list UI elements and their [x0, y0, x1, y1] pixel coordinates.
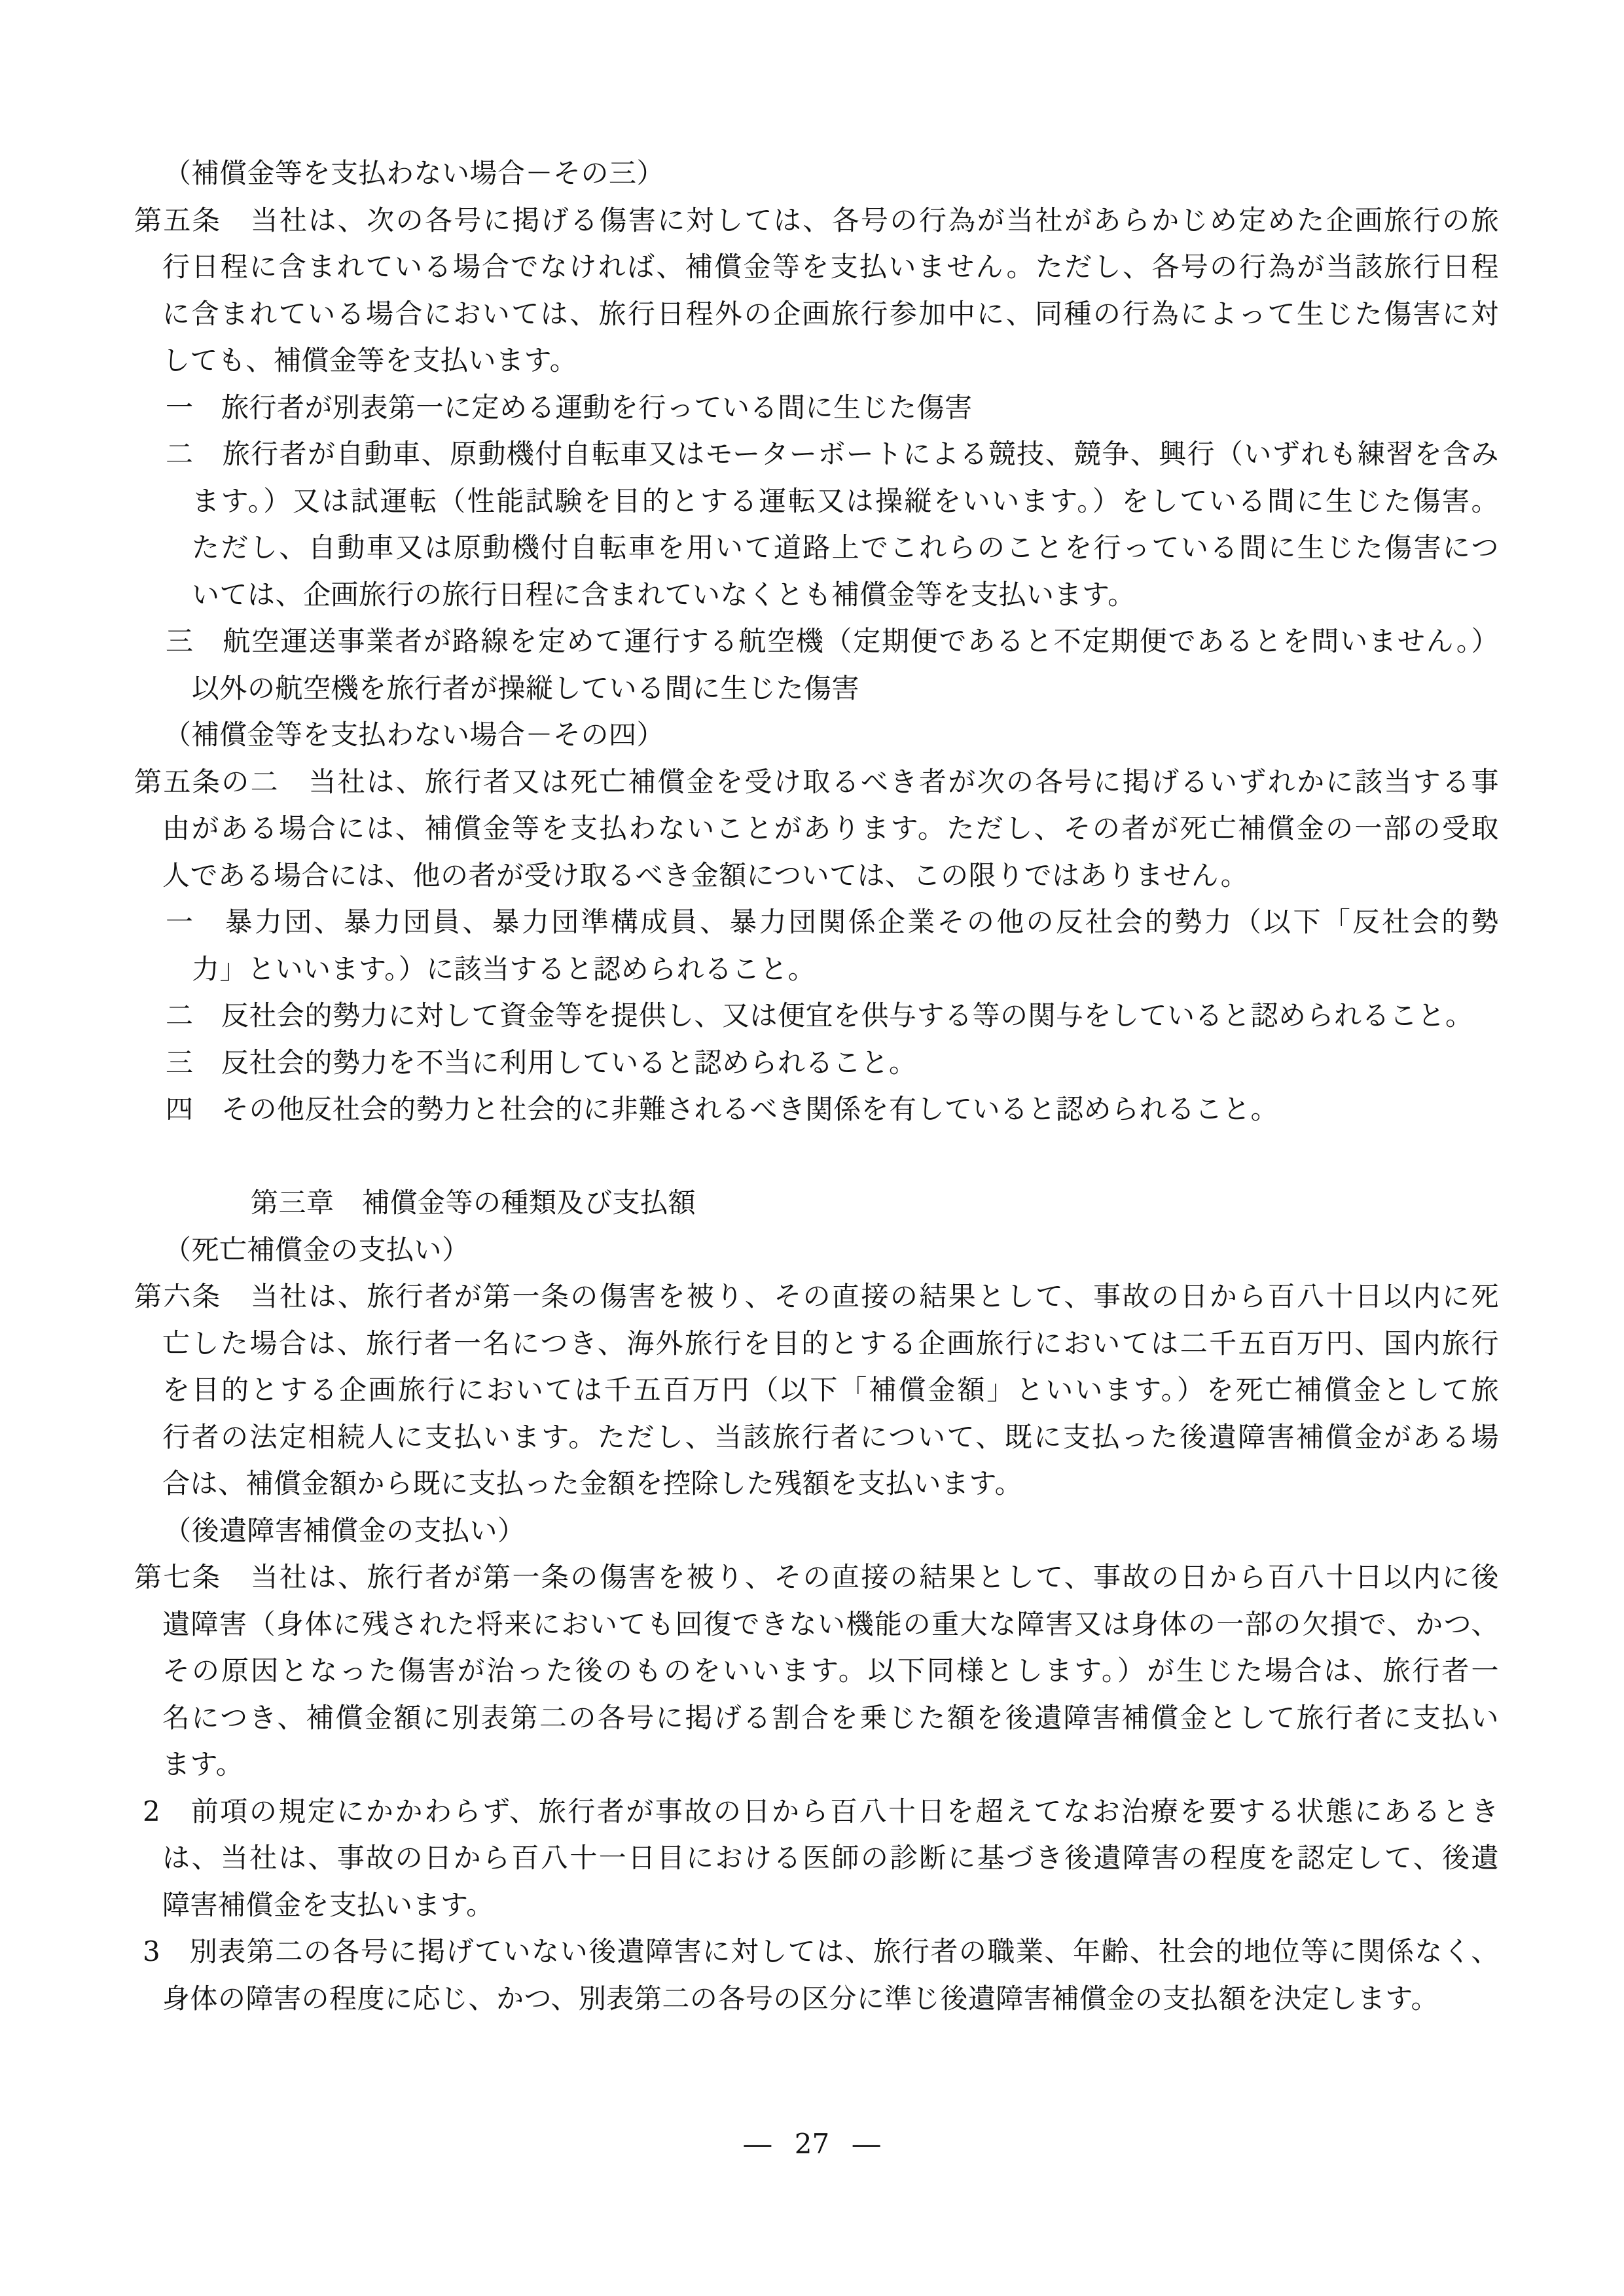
article-5 — [0, 197, 1499, 384]
list-item-line: 一 暴力団、暴力団員、暴力団準構成員、暴力団関係企業その他の反社会的勢力（以下「反社会的勢 — [166, 906, 1499, 938]
document-body — [0, 150, 1499, 2022]
article-5-item-2 — [0, 431, 1499, 618]
paragraph-line: 2 前項の規定にかかわらず、旅行者が事故の日から百八十日を超えてなお治療を要する状態にあるとき — [143, 1795, 1499, 1827]
article-5-item-1 — [0, 384, 1499, 431]
article-line: 遺障害（身体に残された将来においても回復できない機能の重大な障害又は身体の一部の欠損で、かつ、 — [162, 1607, 1499, 1640]
article-5-2 — [0, 759, 1499, 899]
list-item-line: 三 反社会的勢力を不当に利用していると認められること。 — [166, 1046, 917, 1079]
page-number: ― 27 ― — [744, 2128, 880, 2160]
list-item-line: 二 反社会的勢力に対して資金等を提供し、又は便宜を供与する等の関与をしていると認められること。 — [166, 999, 1473, 1031]
parenthetical-heading: （後遺障害補償金の支払い） — [164, 1514, 526, 1547]
heading-no-payment-3 — [0, 150, 1499, 197]
heading-residual-disability-compensation — [0, 1507, 1499, 1554]
article-6 — [0, 1273, 1499, 1507]
article-line: に含まれている場合においては、旅行日程外の企画旅行参加中に、同種の行為によって生じた傷害に対 — [162, 297, 1499, 330]
article-line: 第七条 当社は、旅行者が第一条の傷害を被り、その直接の結果として、事故の日から百八十日以内に後 — [134, 1561, 1499, 1593]
chapter-3-heading — [0, 1179, 1499, 1227]
parenthetical-heading: （補償金等を支払わない場合－その四） — [164, 719, 665, 751]
article-line: ます。 — [162, 1748, 244, 1780]
paragraph-line: 障害補償金を支払います。 — [162, 1888, 494, 1921]
article-line: 行日程に含まれている場合でなければ、補償金等を支払いません。ただし、各号の行為が当該旅行日程 — [162, 251, 1499, 283]
article-line: 第六条 当社は、旅行者が第一条の傷害を被り、その直接の結果として、事故の日から百八十日以内に死 — [134, 1280, 1499, 1312]
article-line: 由がある場合には、補償金等を支払わないことがあります。ただし、その者が死亡補償金の一部の受取 — [162, 812, 1499, 844]
article-line: を目的とする企画旅行においては千五百万円（以下「補償金額」といいます。）を死亡補償金として旅 — [162, 1374, 1499, 1406]
heading-no-payment-4 — [0, 711, 1499, 759]
article-line: 行者の法定相続人に支払います。ただし、当該旅行者について、既に支払った後遺障害補償金がある場 — [162, 1420, 1499, 1453]
article-5-item-3 — [0, 618, 1499, 711]
chapter-heading: 第三章 補償金等の種類及び支払額 — [251, 1187, 696, 1219]
list-item-line: 二 旅行者が自動車、原動機付自転車又はモーターボートによる競技、競争、興行（いずれも練習を含み — [166, 438, 1499, 470]
list-item-line: 四 その他反社会的勢力と社会的に非難されるべき関係を有していると認められること。 — [166, 1093, 1279, 1125]
article-7 — [0, 1554, 1499, 1788]
article-7-paragraph-3 — [0, 1928, 1499, 2022]
article-line: 人である場合には、他の者が受け取るべき金額については、この限りではありません。 — [162, 859, 1249, 891]
article-line: 亡した場合は、旅行者一名につき、海外旅行を目的とする企画旅行においては二千五百万円、国内旅行 — [162, 1327, 1499, 1359]
article-5-2-item-1 — [0, 899, 1499, 992]
article-5-2-item-4 — [0, 1086, 1499, 1133]
paragraph-line: は、当社は、事故の日から百八十一日目における医師の診断に基づき後遺障害の程度を認定して、後遺 — [162, 1842, 1499, 1874]
heading-death-compensation — [0, 1227, 1499, 1274]
article-line: しても、補償金等を支払います。 — [162, 344, 578, 376]
paragraph-line: 3 別表第二の各号に掲げていない後遺障害に対しては、旅行者の職業、年齢、社会的地位等に関係なく、 — [143, 1935, 1499, 1967]
list-item-line: ただし、自動車又は原動機付自転車を用いて道路上でこれらのことを行っている間に生じた傷害につ — [192, 531, 1499, 564]
list-item-line: ます。）又は試運転（性能試験を目的とする運転又は操縦をいいます。）をしている間に生じた傷害。 — [192, 484, 1499, 517]
article-5-2-item-2 — [0, 992, 1499, 1039]
paragraph-line: 身体の障害の程度に応じ、かつ、別表第二の各号の区分に準じ後遺障害補償金の支払額を決定します。 — [162, 1982, 1439, 2015]
list-item-line: 三 航空運送事業者が路線を定めて運行する航空機（定期便であると不定期便であるとを問いません。） — [166, 625, 1499, 657]
parenthetical-heading: （補償金等を支払わない場合－その三） — [164, 157, 665, 189]
article-line: 第五条の二 当社は、旅行者又は死亡補償金を受け取るべき者が次の各号に掲げるいずれかに該当する事 — [134, 765, 1499, 798]
parenthetical-heading: （死亡補償金の支払い） — [164, 1233, 470, 1266]
list-item-line: 一 旅行者が別表第一に定める運動を行っている間に生じた傷害 — [166, 391, 973, 423]
article-5-2-item-3 — [0, 1039, 1499, 1086]
list-item-line: 力」といいます。）に該当すると認められること。 — [192, 952, 816, 985]
article-line: 合は、補償金額から既に支払った金額を控除した残額を支払います。 — [162, 1467, 1023, 1499]
article-7-paragraph-2 — [0, 1788, 1499, 1929]
list-item-line: 以外の航空機を旅行者が操縦している間に生じた傷害 — [192, 672, 860, 704]
list-item-line: いては、企画旅行の旅行日程に含まれていなくとも補償金等を支払います。 — [192, 578, 1136, 611]
article-line: 第五条 当社は、次の各号に掲げる傷害に対しては、各号の行為が当社があらかじめ定めた企画旅行の旅 — [134, 204, 1499, 236]
article-line: 名につき、補償金額に別表第二の各号に掲げる割合を乗じた額を後遺障害補償金として旅行者に支払い — [162, 1701, 1499, 1734]
article-line: その原因となった傷害が治った後のものをいいます。以下同様とします。）が生じた場合は、旅行者一 — [162, 1655, 1499, 1687]
